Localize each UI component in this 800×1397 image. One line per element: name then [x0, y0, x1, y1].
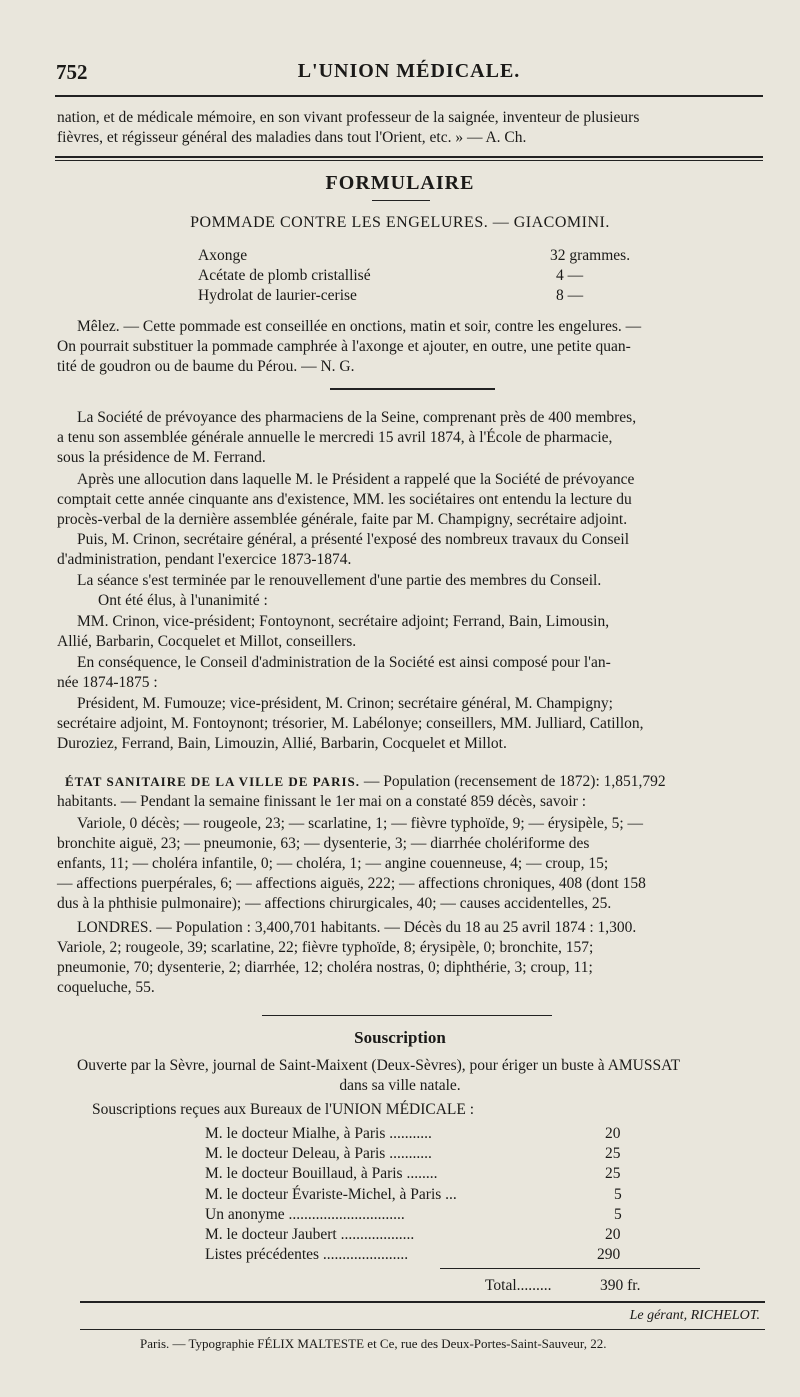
page-number: 752 — [56, 60, 88, 84]
recipe-quantity: 8 — — [556, 287, 584, 304]
text-line: La séance s'est terminée par le renouvellement d'une partie des membres du Conseil. — [77, 572, 602, 589]
text-line: Après une allocution dans laquelle M. le Président a rappelé que la Société de prévoyance — [77, 471, 635, 488]
subscriber-name: M. le docteur Mialhe, à Paris ........... — [205, 1125, 432, 1142]
text-line: — affections puerpérales, 6; — affections aiguës, 222; — affections chroniques, 408 (dont 158 — [57, 875, 646, 892]
formulaire-title: FORMULAIRE — [325, 172, 475, 194]
subscriber-name: M. le docteur Évariste-Michel, à Paris ... — [205, 1186, 457, 1203]
section-rule — [55, 156, 763, 158]
text-line: a tenu son assemblée générale annuelle le mercredi 15 avril 1874, à l'École de pharmacie, — [57, 429, 613, 446]
gerant: Le gérant, RICHELOT. — [629, 1308, 760, 1323]
subscriber-name: M. le docteur Deleau, à Paris ........... — [205, 1145, 432, 1162]
text-line: procès-verbal de la dernière assemblée générale, faite par M. Champigny, secrétaire adjoint. — [57, 511, 628, 528]
text-line: d'administration, pendant l'exercice 1873-1874. — [57, 551, 352, 568]
journal-title: L'UNION MÉDICALE. — [297, 60, 521, 82]
text-line: Puis, M. Crinon, secrétaire général, a présenté l'exposé des nombreux travaux du Conseil — [77, 531, 630, 548]
text-line: Variole, 0 décès; — rougeole, 23; — scarlatine, 1; — fièvre typhoïde, 9; — érysipèle, 5; — — [77, 815, 644, 832]
text-line: bronchite aiguë, 23; — pneumonie, 63; — dysenterie, 3; — diarrhée cholériforme des — [57, 835, 590, 852]
page-header — [50, 60, 768, 86]
title-underline — [372, 200, 430, 201]
text-line: tité de goudron ou de baume du Pérou. — N. G. — [57, 358, 355, 375]
text-line: nation, et de médicale mémoire, en son vivant professeur de la saignée, inventeur de plusieurs — [57, 109, 640, 126]
londres-label: LONDRES. — [77, 919, 153, 936]
recipe-quantity: 32 grammes. — [550, 247, 631, 264]
subscriber-name: Un anonyme .............................. — [205, 1206, 405, 1223]
londres-first-line — [77, 918, 636, 938]
souscription-title: Souscription — [354, 1028, 446, 1047]
text-line: Duroziez, Ferrand, Bain, Limouzin, Allié, Barbarin, Cocquelet et Millot. — [57, 735, 507, 752]
recipe-ingredient: Axonge — [198, 247, 248, 264]
header-rule — [55, 95, 763, 97]
text-line: comptait cette année cinquante ans d'existence, MM. les sociétaires ont entendu la lecture du — [57, 491, 632, 508]
text-line: Président, M. Fumouze; vice-président, M. Crinon; secrétaire général, M. Champigny; — [77, 695, 613, 712]
text-line: pneumonie, 70; dysenterie, 2; diarrhée, 12; choléra nostras, 0; diphthérie, 3; croup, 11; — [57, 959, 593, 976]
recipe-ingredient: Acétate de plomb cristallisé — [198, 267, 371, 284]
londres-population: — Population : 3,400,701 habitants. — Décès du 18 au 25 avril 1874 : 1,300. — [152, 919, 637, 936]
subscriber-amount: 5 — [614, 1186, 622, 1203]
text-line: dus à la phthisie pulmonaire); — affections chirurgicales, 40; — causes accidentelles, 25. — [57, 895, 612, 912]
text-line: sous la présidence de M. Ferrand. — [57, 449, 266, 466]
etat-population: — Population (recensement de 1872): 1,851,792 — [360, 773, 666, 790]
total-label: Total......... — [485, 1277, 552, 1294]
text-line: Mêlez. — Cette pommade est conseillée en onctions, matin et soir, contre les engelures. — — [77, 318, 642, 335]
subscriber-amount: 25 — [605, 1145, 621, 1162]
text-line: habitants. — Pendant la semaine finissant le 1er mai on a constaté 859 décès, savoir : — [57, 793, 587, 810]
text-line: secrétaire adjoint, M. Fontoynont; trésorier, M. Labélonye; conseillers, MM. Julliard, Catillon, — [57, 715, 644, 732]
section-divider — [262, 1015, 552, 1016]
text-line: coqueluche, 55. — [57, 979, 155, 996]
imprint: Paris. — Typographie FÉLIX MALTESTE et Ce, rue des Deux-Portes-Saint-Sauveur, 22. — [140, 1336, 607, 1351]
subscriber-name: Listes précédentes ...................... — [205, 1246, 409, 1263]
text-line: Allié, Barbarin, Cocquelet et Millot, conseillers. — [57, 633, 357, 650]
etat-first-line — [65, 772, 666, 792]
text-line: On pourrait substituer la pommade camphrée à l'axonge et ajouter, en outre, une petite quan- — [57, 338, 631, 355]
text-line: Souscriptions reçues aux Bureaux de l'UNION MÉDICALE : — [92, 1101, 475, 1118]
text-line: fièvres, et régisseur général des maladies dans tout l'Orient, etc. » — A. Ch. — [57, 129, 527, 146]
text-line: dans sa ville natale. — [339, 1077, 461, 1094]
recipe-quantity: 4 — — [556, 267, 584, 284]
section-divider — [330, 388, 495, 390]
subscriber-amount: 20 — [605, 1226, 621, 1243]
subscriber-name: M. le docteur Jaubert ................... — [205, 1226, 415, 1243]
text-line: Ouverte par la Sèvre, journal de Saint-Maixent (Deux-Sèvres), pour ériger un buste à AMUSSAT — [77, 1057, 681, 1074]
subscriber-amount: 20 — [605, 1125, 621, 1142]
text-line: Variole, 2; rougeole, 39; scarlatine, 22; fièvre typhoïde, 8; érysipèle, 0; bronchite, 157; — [57, 939, 594, 956]
text-line: née 1874-1875 : — [57, 674, 158, 691]
text-line: La Société de prévoyance des pharmaciens de la Seine, comprenant près de 400 membres, — [77, 409, 637, 426]
recipe-ingredient: Hydrolat de laurier-cerise — [198, 287, 357, 304]
section-rule — [55, 160, 763, 161]
text-line: En conséquence, le Conseil d'administration de la Société est ainsi composé pour l'an- — [77, 654, 611, 671]
text-line: enfants, 11; — choléra infantile, 0; — choléra, 1; — angine couenneuse, 4; — croup, 15; — [57, 855, 609, 872]
subscriber-amount: 290 — [597, 1246, 621, 1263]
text-line: MM. Crinon, vice-président; Fontoynont, secrétaire adjoint; Ferrand, Bain, Limousin, — [77, 613, 610, 630]
footer-rule — [80, 1329, 765, 1330]
total-value: 390 fr. — [600, 1277, 641, 1294]
subscriber-amount: 25 — [605, 1165, 621, 1182]
subscriber-name: M. le docteur Bouillaud, à Paris ........ — [205, 1165, 438, 1182]
footer-rule — [80, 1301, 765, 1303]
sum-rule — [440, 1268, 700, 1269]
etat-heading: ÉTAT SANITAIRE DE LA VILLE DE PARIS. — [65, 774, 360, 789]
formulaire-subtitle: POMMADE CONTRE LES ENGELURES. — GIACOMINI. — [190, 214, 610, 231]
text-line: Ont été élus, à l'unanimité : — [98, 592, 268, 609]
subscriber-amount: 5 — [614, 1206, 622, 1223]
